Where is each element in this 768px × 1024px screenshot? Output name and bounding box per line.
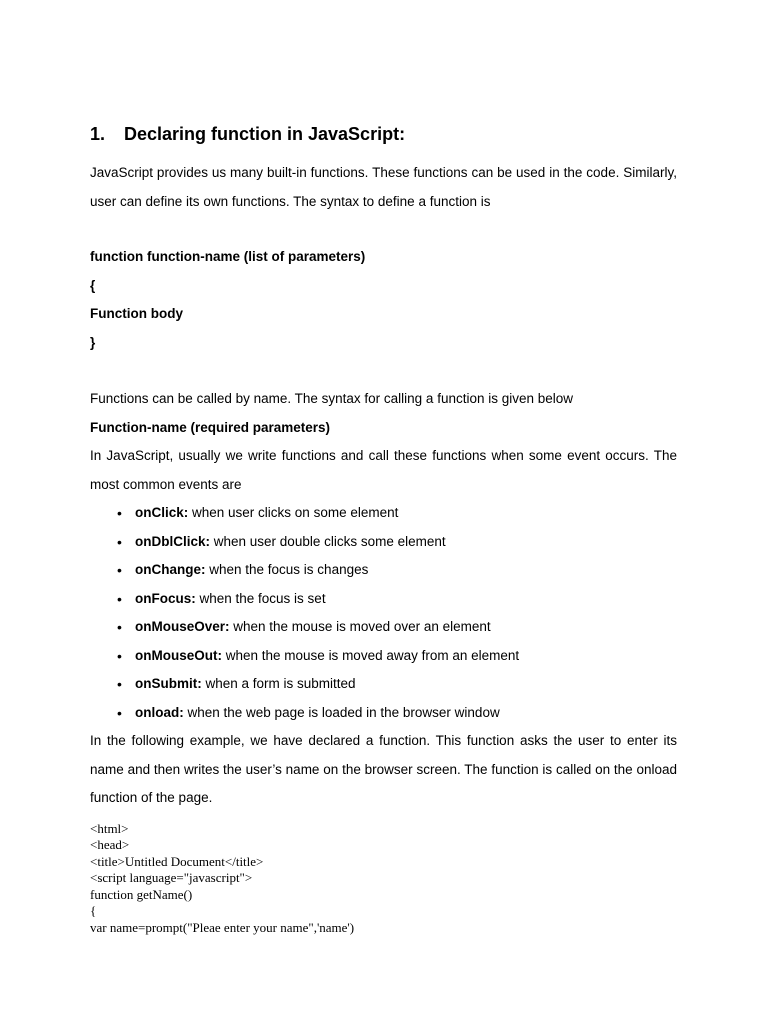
- list-item: [117, 499, 677, 528]
- bullet-icon: •: [117, 533, 122, 550]
- event-description: when the focus is changes: [205, 562, 369, 577]
- list-item: [117, 699, 677, 728]
- syntax-line: function function-name (list of parameters): [90, 249, 366, 264]
- event-description: when user double clicks some element: [210, 533, 446, 549]
- code-line: function getName(): [90, 886, 193, 902]
- syntax-line: {: [90, 277, 96, 293]
- event-name: onFocus:: [135, 590, 196, 606]
- event-description: when user clicks on some element: [188, 505, 399, 520]
- syntax-line: Function body: [90, 306, 183, 321]
- code-line: <script language="javascript">: [90, 870, 253, 886]
- document-page: [90, 120, 677, 937]
- event-description: when the focus is set: [195, 590, 326, 606]
- bullet-icon: •: [117, 590, 122, 607]
- event-name: onSubmit:: [135, 676, 202, 691]
- bullet-icon: •: [117, 505, 122, 521]
- event-description: when a form is submitted: [201, 676, 356, 691]
- code-line: <html>: [90, 820, 129, 836]
- syntax-line: }: [90, 334, 96, 350]
- list-item: [117, 670, 677, 699]
- list-item: [117, 528, 677, 557]
- event-description: when the mouse is moved over an element: [229, 619, 491, 634]
- list-item: [117, 556, 677, 585]
- code-line: <title>Untitled Document</title>: [90, 853, 264, 869]
- section-title: Declaring function in JavaScript:: [124, 124, 406, 144]
- code-line: <head>: [90, 837, 130, 853]
- event-description: when the web page is loaded in the browser window: [183, 704, 500, 720]
- list-item: [117, 613, 677, 642]
- events-intro-paragraph: In JavaScript, usually we write functions and call these functions when some event occurs. The most common events are: [90, 448, 677, 492]
- bullet-icon: •: [117, 562, 122, 578]
- call-syntax: Function-name (required parameters): [90, 419, 331, 435]
- intro-paragraph: JavaScript provides us many built-in functions. These functions can be used in the code. Similarly, user can define its own functions. The syntax to define a function is: [90, 165, 677, 209]
- event-name: onChange:: [135, 562, 206, 577]
- bullet-icon: •: [117, 704, 122, 721]
- event-name: onDblClick:: [135, 533, 211, 549]
- code-line: {: [90, 903, 97, 919]
- function-definition-syntax: [90, 243, 677, 357]
- bullet-icon: •: [117, 676, 122, 692]
- code-sample: [90, 821, 677, 937]
- call-intro-paragraph: Functions can be called by name. The syntax for calling a function is given below: [90, 391, 574, 406]
- events-list: [90, 499, 677, 727]
- event-name: onClick:: [135, 505, 189, 520]
- section-heading: [90, 120, 677, 148]
- event-name: onMouseOver:: [135, 619, 230, 634]
- bullet-icon: •: [117, 619, 122, 635]
- list-item: [117, 585, 677, 614]
- code-line: var name=prompt("Pleae enter your name",'name'): [90, 920, 355, 936]
- event-name: onMouseOut:: [135, 647, 222, 663]
- event-name: onload:: [135, 704, 184, 720]
- example-intro-paragraph: In the following example, we have declared a function. This function asks the user to enter its name and then writes the user’s name on the browser screen. The function is called on the onload function of the page.: [90, 733, 677, 805]
- event-description: when the mouse is moved away from an element: [222, 647, 520, 663]
- list-item: [117, 642, 677, 671]
- bullet-icon: •: [117, 647, 122, 664]
- section-number: 1.: [90, 124, 106, 144]
